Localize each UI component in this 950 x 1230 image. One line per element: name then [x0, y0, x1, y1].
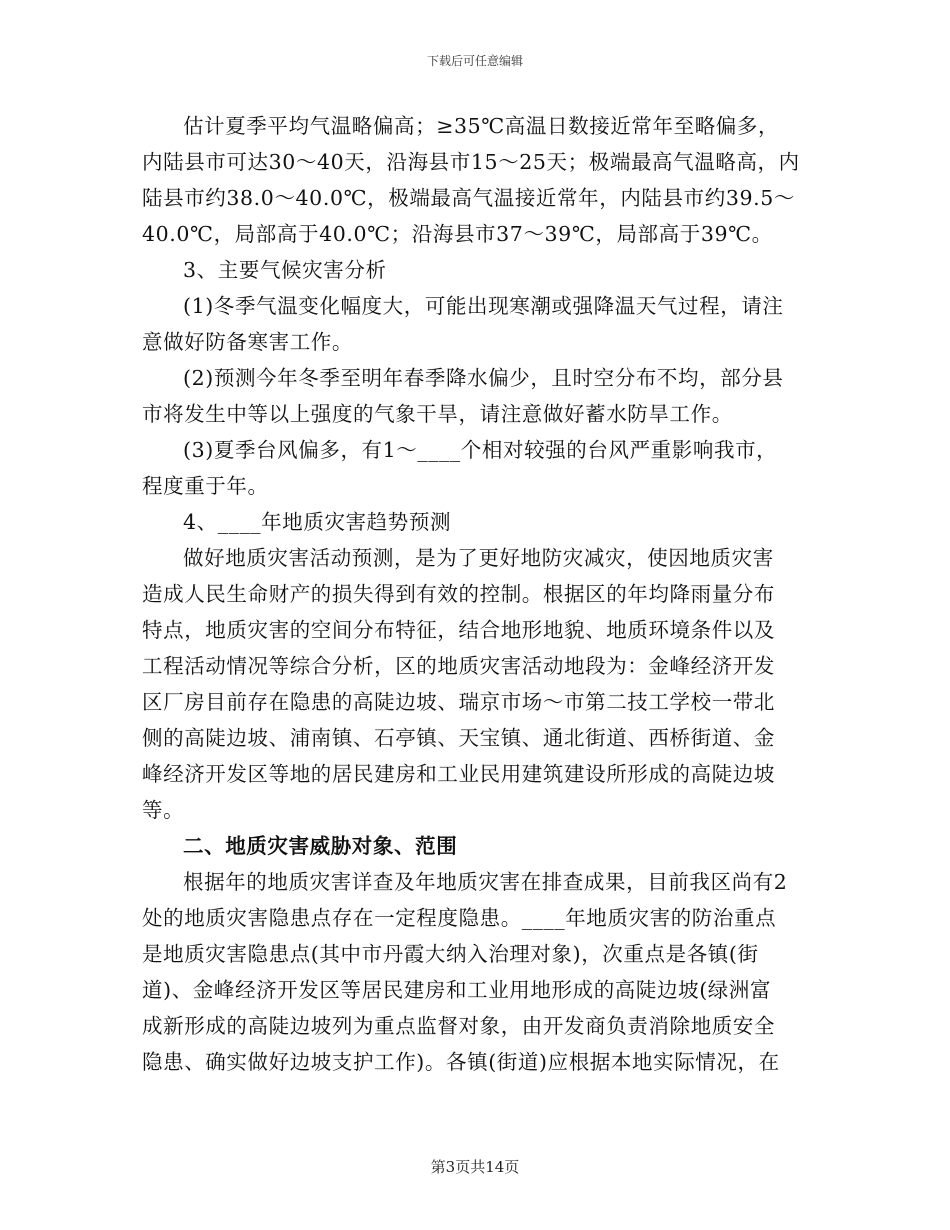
text-line: 市将发生中等以上强度的气象干旱，请注意做好蓄水防旱工作。 [142, 402, 733, 426]
text-line: 峰经济开发区等地的居民建房和工业民用建筑建设所形成的高陡边坡 [142, 762, 775, 786]
page-header-note: 下载后可任意编辑 [426, 54, 523, 68]
section-heading [142, 828, 808, 864]
text-line: 隐患、确实做好边坡支护工作)。各镇(街道)应根据本地实际情况，在 [142, 1050, 780, 1074]
text-line: 造成人民生命财产的损失得到有效的控制。根据区的年均降雨量分布 [142, 582, 775, 606]
document-body [142, 108, 808, 1080]
text-line: 内陆县市可达30～40天，沿海县市15～25天；极端最高气温略高，内 [142, 150, 800, 174]
text-line: 陆县市约38.0～40.0℃，极端最高气温接近常年，内陆县市约39.5～ [142, 186, 795, 210]
text-line: 根据年的地质灾害详查及年地质灾害在排查成果，目前我区尚有2 [183, 870, 788, 894]
text-line: 估计夏季平均气温略偏高；≥35℃高温日数接近常年至略偏多， [183, 114, 780, 138]
paragraph [142, 432, 808, 504]
paragraph [142, 864, 808, 1080]
paragraph [142, 288, 808, 360]
paragraph [142, 360, 808, 432]
text-line: 做好地质灾害活动预测，是为了更好地防灾减灾，使因地质灾害 [183, 546, 774, 570]
paragraph [142, 540, 808, 828]
text-line: (3)夏季台风偏多，有1～____个相对较强的台风严重影响我市， [183, 438, 778, 462]
text-line: (1)冬季气温变化幅度大，可能出现寒潮或强降温天气过程，请注 [183, 294, 784, 318]
text-line: 意做好防备寒害工作。 [142, 330, 353, 354]
heading-text: 二、地质灾害威胁对象、范围 [183, 834, 458, 858]
text-line: 区厂房目前存在隐患的高陡边坡、瑞京市场～市第二技工学校一带北 [142, 690, 775, 714]
text-line: 成新形成的高陡边坡列为重点监督对象，由开发商负责消除地质安全 [142, 1014, 775, 1038]
text-line: 是地质灾害隐患点(其中市丹霞大纳入治理对象)，次重点是各镇(街 [142, 942, 759, 966]
paragraph [142, 108, 808, 252]
text-line: 道)、金峰经济开发区等居民建房和工业用地形成的高陡边坡(绿洲富 [142, 978, 772, 1002]
text-line: 侧的高陡边坡、浦南镇、石亭镇、天宝镇、通北街道、西桥街道、金 [142, 726, 775, 750]
text-line: 处的地质灾害隐患点存在一定程度隐患。____年地质灾害的防治重点 [142, 906, 777, 930]
subheading-text: 3、主要气候灾害分析 [183, 258, 387, 282]
text-line: 特点，地质灾害的空间分布特征，结合地形地貌、地质环境条件以及 [142, 618, 775, 642]
page-number: 第3页共14页 [430, 1158, 520, 1176]
text-line: 程度重于年。 [142, 474, 269, 498]
section-subheading [142, 504, 808, 540]
text-line: (2)预测今年冬季至明年春季降水偏少，且时空分布不均，部分县 [183, 366, 784, 390]
section-subheading [142, 252, 808, 288]
text-line: 等。 [142, 798, 185, 822]
text-line: 40.0℃，局部高于40.0℃；沿海县市37～39℃，局部高于39℃。 [142, 222, 773, 246]
subheading-text: 4、____年地质灾害趋势预测 [183, 510, 452, 534]
text-line: 工程活动情况等综合分析，区的地质灾害活动地段为：金峰经济开发 [142, 654, 775, 678]
